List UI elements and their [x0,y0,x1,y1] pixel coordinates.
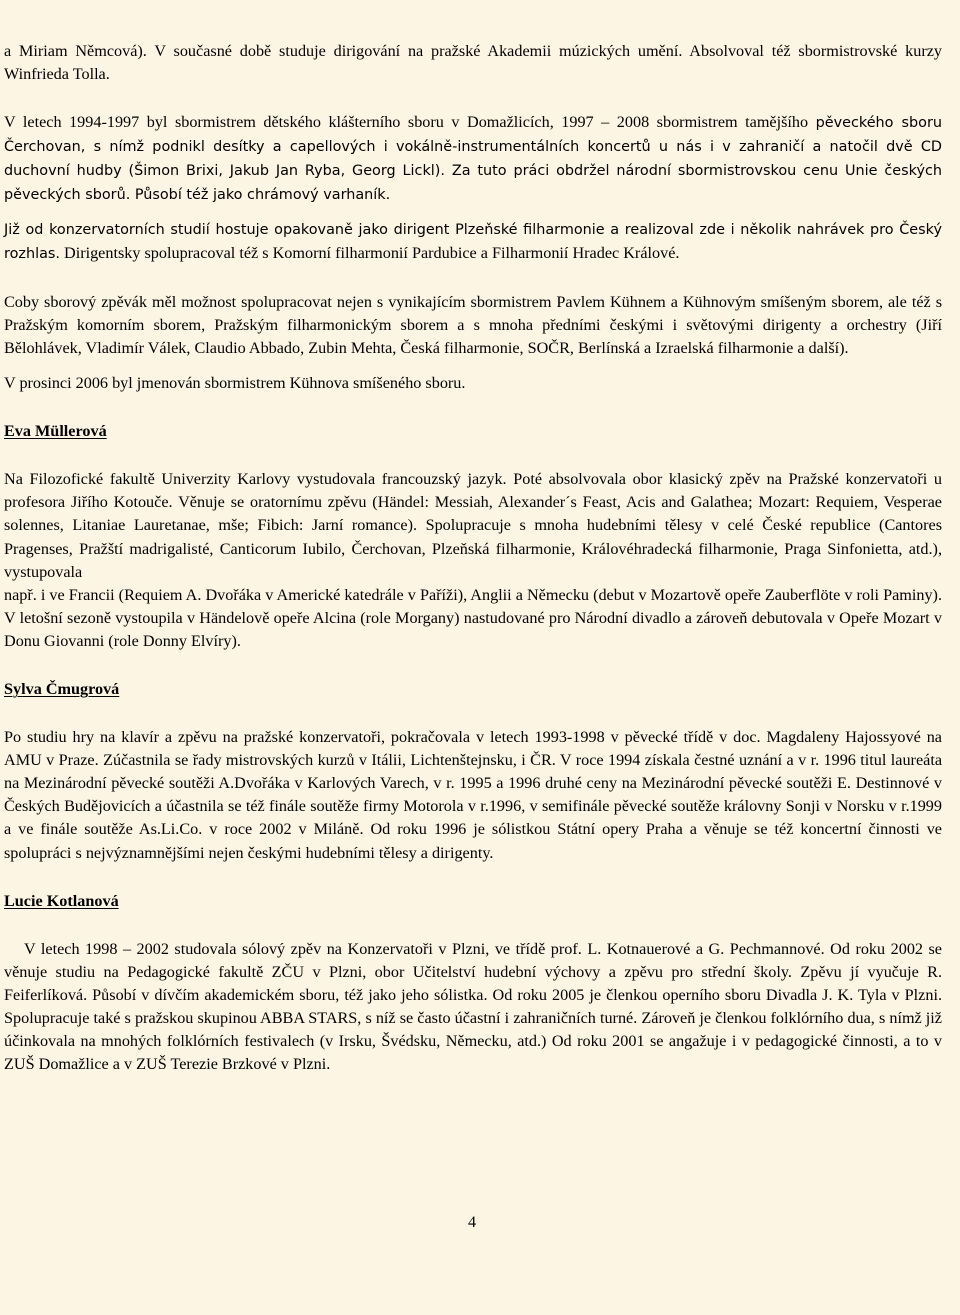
eva-mullerova-paragraph-2: např. i ve Francii (Requiem A. Dvořáka v Americké katedrále v Paříži), Anglii a Německu (debut v Mozartově opeře Zauberflöte v roli Paminy). V letošní sezoně vystoupila v Händelově opeře Alcina (role Morgany) nastudované pro Národní divadlo a zároveň debutovala v Opeře Mozart v Donu Giovanni (role Donny Elvíry). [4,585,942,650]
lucie-kotlanova-paragraph: V letech 1998 – 2002 studovala sólový zpěv na Konzervatoři v Plzni, ve třídě prof. L. Kotnauerové a G. Pechmannové. Od roku 2002 se věnuje studiu na Pedagogické fakultě ZČU v Plzni, obor Učitelství hudební výchovy a zpěvu pro střední školy. Zpěvu jí vyučuje R. Feiferlíková. Působí v dívčím akademickém sboru, též jako jeho sólistka. Od roku 2005 je členkou operního sboru Divadla J. K. Tyla v Plzni. Spolupracuje také s pražskou skupinou ABBA STARS, s níž se často účastní i zahraničních turné. Zároveň je členkou folklórního dua, s nímž již účinkovala na mnohých folklórních festivalech (v Irsku, Švédsku, Německu, atd.) Od roku 2001 se angažuje i v pedagogické činnosti, a to v ZUŠ Domažlice a v ZUŠ Terezie Brzkové v Plzni. [4,939,942,1074]
career-paragraph-rest: pěveckého sboru Čerchovan, s nímž podnikl desítky a capellových i vokálně-instrumentálních koncertů u nás i v zahraničí a natočil dvě CD duchovní hudby (Šimon Brixi, Jakub Jan Ryba, Georg Lickl). Za tuto práci obdržel národní sbormistrovskou cenu Unie českých pěveckých sborů. Působí též jako chrámový varhaník. [4,115,943,204]
career-paragraph [4,111,942,207]
conservatory-paragraph-end: Dirigentsky spolupracoval též s Komorní filharmonií Pardubice a Filharmonií Hradec Králové. [59,243,680,262]
page-number: 4 [467,1213,477,1231]
sylva-cmugrova-paragraph: Po studiu hry na klavír a zpěvu na pražské konzervatoři, pokračovala v letech 1993-1998 v pěvecké třídě v doc. Magdaleny Hajossyové na AMU v Praze. Zúčastnila se řady mistrovských kurzů v Itálii, Lichtenštejnsku, i ČR. V roce 1994 získala čestné uznání a v r. 1996 titul laureáta na Mezinárodní pěvecké soutěži A.Dvořáka v Karlových Varech, v r. 1995 a 1996 druhé ceny na Mezinárodní pěvecké soutěži E. Destinnové v Českých Budějovicích a účastnila se též finále soutěže firmy Motorola v r.1996, v semifinále pěvecké soutěže královny Sonji v Norsku v r.1999 a ve finále soutěže As.Li.Co. v roce 2002 v Miláně. Od roku 1996 je sólistkou Státní opery Praha a věnuje se též koncertní činnosti ve spolupráci s nejvýznamnějšími nejen českými hudebními tělesy a dirigenty. [4,728,942,862]
eva-mullerova-paragraph-1: Na Filozofické fakultě Univerzity Karlovy vystudovala francouzský jazyk. Poté absolvovala obor klasický zpěv na Pražské konzervatoři u profesora Jiřího Kotouče. Věnuje se oratornímu zpěvu (Händel: Messiah, Alexander´s Feast, Acis and Galathea; Mozart: Requiem, Vesperae solennes, Litaniae Lauretanae, mše; Fibich: Jarní romance). Spolupracuje s mnoha hudebními tělesy v celé České republice (Cantores Pragenses, Pražští madrigalisté, Canticorum Iubilo, Čerchovan, Plzeňská filharmonie, Královéhradecká filharmonie, Praga Sinfonietta, atd.), vystupovala [4,470,942,581]
conservatory-paragraph [4,218,942,266]
choir-singer-paragraph: Coby sborový zpěvák měl možnost spolupracovat nejen s vynikajícím sbormistrem Pavlem Kühnem a Kühnovým smíšeným sborem, ale též s Pražským komorním sborem, Pražským filharmonickým sborem a s mnoha předními českými i světovými dirigenty a orchestry (Jiří Bělohlávek, Vladimír Válek, Claudio Abbado, Zubin Mehta, Česká filharmonie, SOČR, Berlínská a Izraelská filharmonie a další). [4,292,942,357]
conservatory-paragraph-start: Již od konzervatorních studií hostuje opakovaně jako dirigent Plzeňské filharmonie a realizoval zde i několik nahrávek pro Český rozhlas. [4,221,942,262]
appointment-paragraph: V prosinci 2006 byl jmenován sbormistrem Kühnova smíšeného sboru. [4,374,466,393]
intro-paragraph: a Miriam Němcová). V současné době studuje dirigování na pražské Akademii múzických umění. Absolvoval též sbormistrovské kurzy Winfrieda Tolla. [4,42,942,84]
section-heading-sylva-cmugrova: Sylva Čmugrová [4,679,120,698]
section-heading-lucie-kotlanova: Lucie Kotlanová [4,891,119,910]
section-heading-eva-mullerova: Eva Müllerová [4,422,107,441]
career-paragraph-line-1: V letech 1994-1997 byl sbormistrem dětského klášterního sboru v Domažlicích, 1997 – 2008 sbormistrem tamějšího [4,113,809,132]
